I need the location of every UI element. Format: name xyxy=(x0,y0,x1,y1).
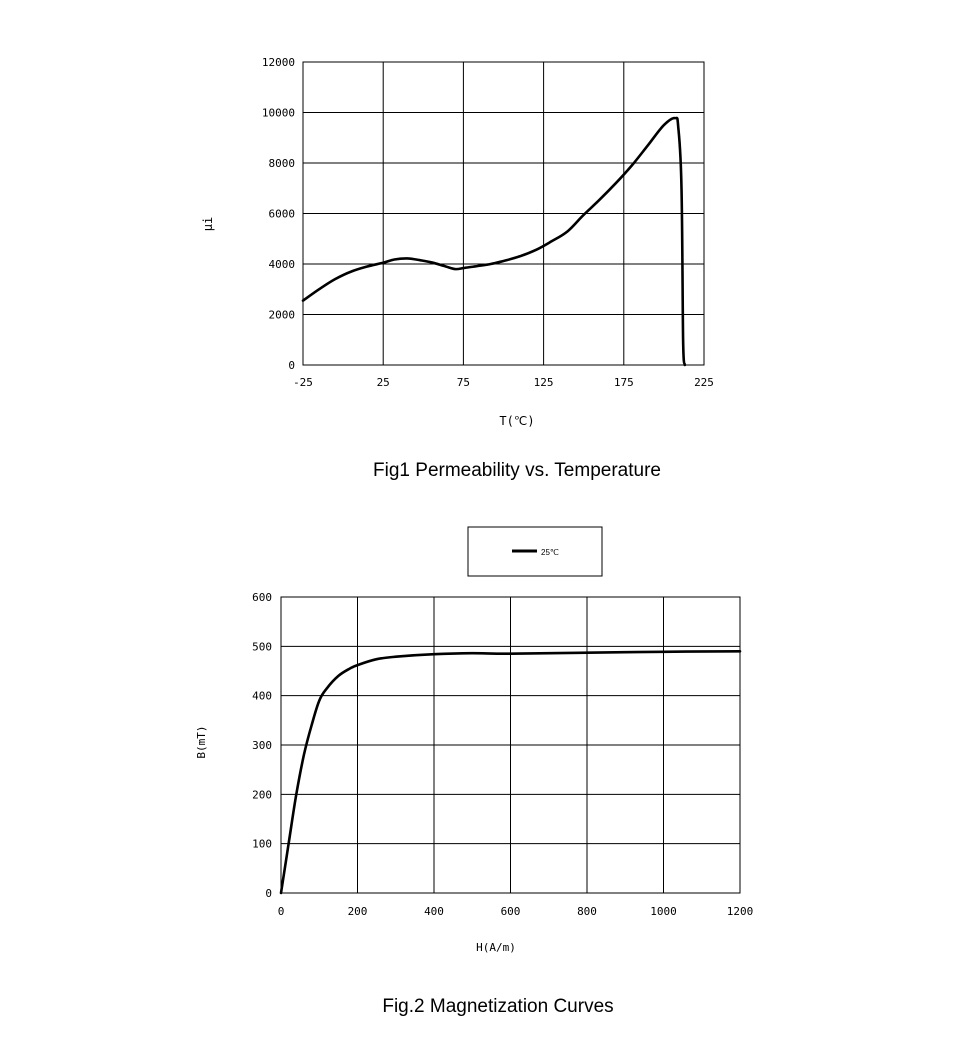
chart2-x-tick-label: 1200 xyxy=(726,905,754,918)
chart2-x-tick-label: 1000 xyxy=(650,905,677,918)
chart1-y-tick-label: 10000 xyxy=(261,106,295,120)
chart2-y-tick-label: 200 xyxy=(252,788,272,802)
chart-magnetization-curves xyxy=(195,527,753,1017)
chart2-legend xyxy=(468,527,602,576)
chart-permeability-vs-temperature xyxy=(201,56,714,481)
chart2-x-axis-label: H(A/m) xyxy=(476,941,516,954)
chart1-title: Fig1 Permeability vs. Temperature xyxy=(373,460,661,481)
chart1-x-tick-label: -25 xyxy=(293,376,313,389)
chart1-x-tick-labels xyxy=(293,376,714,389)
chart2-x-tick-labels xyxy=(278,905,754,918)
chart1-x-tick-label: 25 xyxy=(376,376,390,389)
chart1-y-tick-label: 12000 xyxy=(261,56,295,69)
chart1-y-tick-label: 0 xyxy=(288,359,295,372)
chart1-x-tick-label: 125 xyxy=(533,376,554,389)
chart2-x-tick-label: 800 xyxy=(577,905,597,918)
chart1-y-tick-labels xyxy=(262,56,295,372)
chart2-y-axis-label: B(mT) xyxy=(195,725,208,759)
chart1-y-tick-label: 8000 xyxy=(268,157,295,170)
chart1-x-tick-label: 75 xyxy=(456,376,471,389)
chart2-y-tick-label: 300 xyxy=(252,739,272,752)
chart2-legend-label: 25℃ xyxy=(541,548,559,557)
chart1-y-tick-label: 4000 xyxy=(268,258,295,271)
chart1-x-axis-label: T(℃) xyxy=(499,414,535,428)
chart2-y-tick-label: 600 xyxy=(252,591,272,604)
chart2-y-tick-label: 0 xyxy=(265,887,272,900)
chart2-y-tick-label: 100 xyxy=(252,837,272,851)
chart2-title: Fig.2 Magnetization Curves xyxy=(382,996,614,1017)
chart2-y-tick-labels xyxy=(252,591,272,900)
chart2-x-tick-label: 400 xyxy=(424,905,444,918)
chart2-x-tick-label: 0 xyxy=(277,905,285,918)
chart2-y-tick-label: 500 xyxy=(252,640,272,654)
chart1-x-tick-label: 175 xyxy=(613,376,634,389)
chart2-y-tick-label: 400 xyxy=(252,689,272,703)
chart1-x-tick-label: 225 xyxy=(694,376,714,389)
chart1-y-tick-label: 6000 xyxy=(268,207,295,221)
chart1-y-tick-label: 2000 xyxy=(268,308,295,322)
chart1-gridlines xyxy=(303,62,704,365)
chart2-x-tick-label: 600 xyxy=(500,905,521,918)
chart2-gridlines xyxy=(281,597,740,893)
chart1-series-line xyxy=(303,118,685,365)
chart2-x-tick-label: 200 xyxy=(347,905,368,918)
chart1-y-axis-label: μi xyxy=(201,216,215,232)
